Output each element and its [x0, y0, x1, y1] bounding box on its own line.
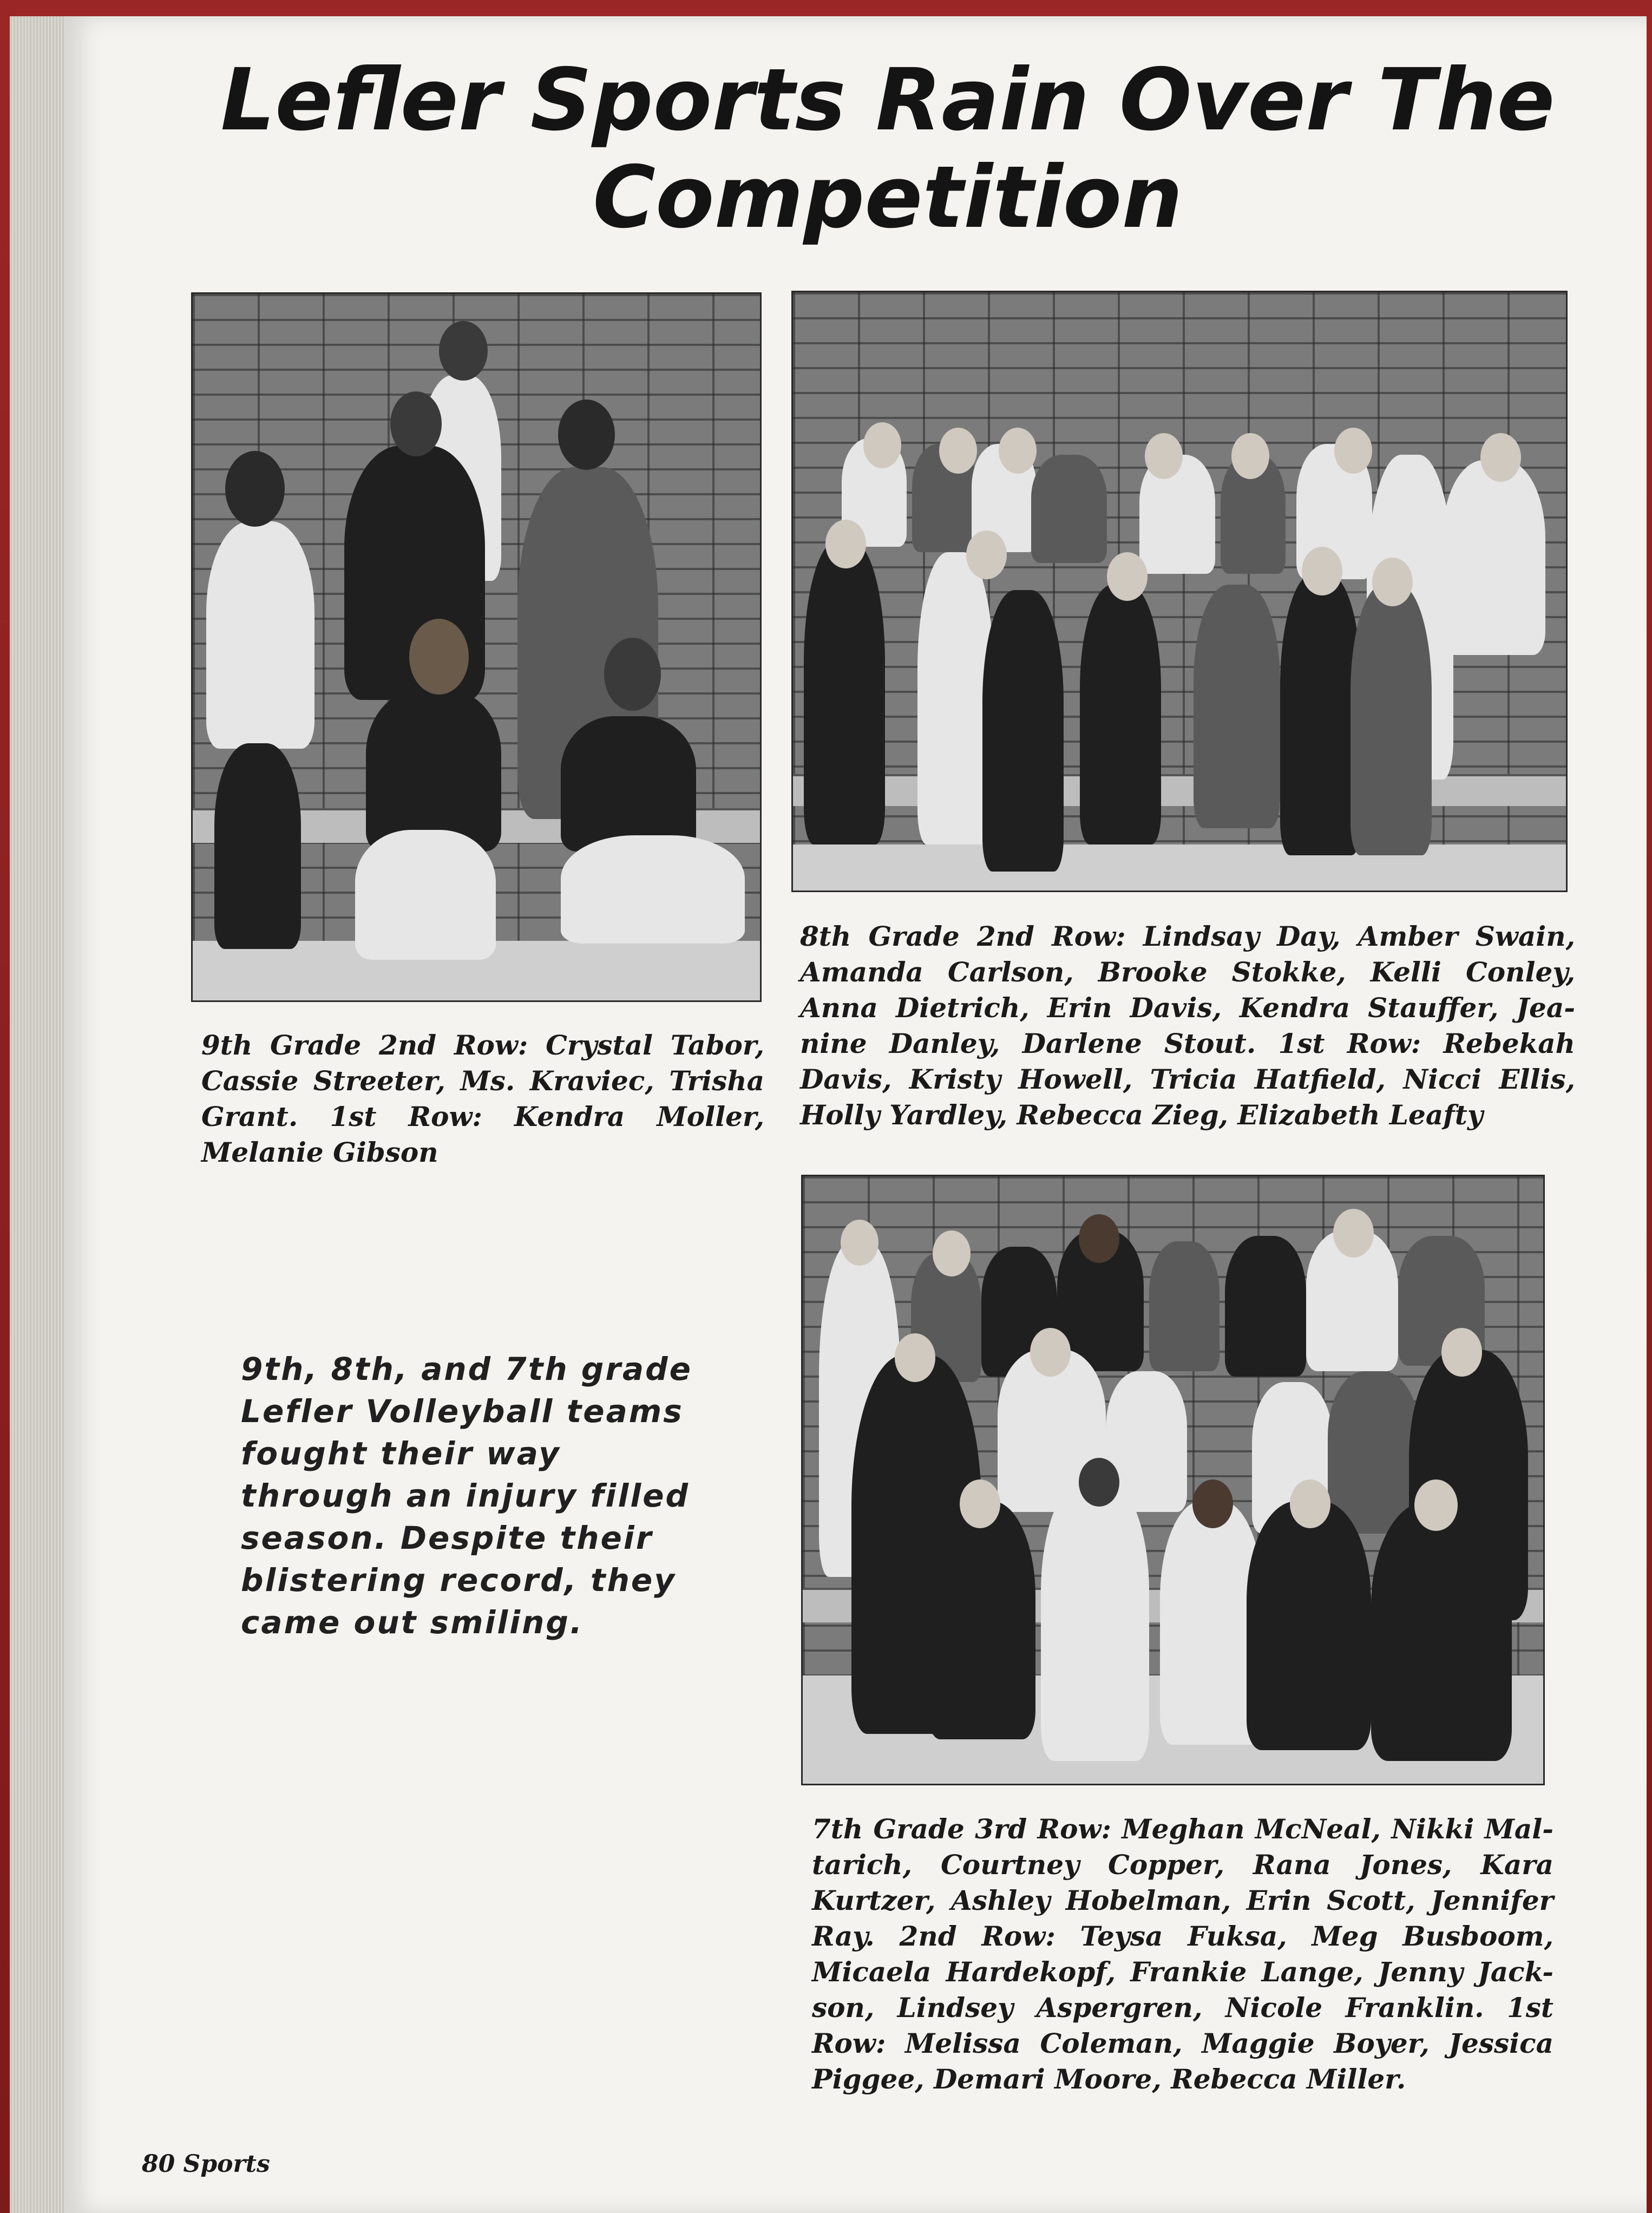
title-line-2: Competition [593, 148, 1183, 247]
seventh-grade-team-photo [801, 1175, 1545, 1785]
seventh-grade-caption: 7th Grade 3rd Row: Meghan McNeal, Nikki Mal-tarich, Courtney Copper, Rana Jones, Kara Kurtzer, Ashley Hobelman, Erin Scott, Jennifer Ray. 2nd Row: Teysa Fuksa, Meg Busboom, Micaela Hardekopf, Frankie Lange, Jenny Jack-son, Lindsey Aspergren, Nicole Franklin. 1st Row: Melissa Coleman, Maggie Boyer, Jessica Piggee, Demari Moore, Rebecca Miller. [812, 1813, 1553, 2095]
eighth-grade-caption: 8th Grade 2nd Row: Lindsay Day, Amber Swain, Amanda Carlson, Brooke Stokke, Kelli Conley, Anna Dietrich, Erin Davis, Kendra Stauffer, Jea-nine Danley, Darlene Stout. 1st Row: Rebekah Davis, Kristy Howell, Tricia Hatfield, Nicci Ellis, Holly Yardley, Rebecca Zieg, Elizabeth Leafty [800, 920, 1575, 1131]
eighth-grade-team-photo [791, 291, 1568, 892]
page-folio: 80 Sports [142, 2150, 270, 2178]
ninth-grade-team-photo [191, 292, 762, 1002]
page-title [179, 51, 1597, 246]
season-blurb: 9th, 8th, and 7th grade Lefler Volleyball teams fought their way through an injury filled season. Despite their blistering record, they came out smiling. [241, 1351, 693, 1641]
ninth-grade-caption: 9th Grade 2nd Row: Crystal Tabor, Cassie Streeter, Ms. Kraviec, Trisha Grant. 1st Row: Kendra Moller, Melanie Gibson [201, 1029, 764, 1168]
title-line-1: Lefler Sports Rain Over The [220, 50, 1555, 150]
